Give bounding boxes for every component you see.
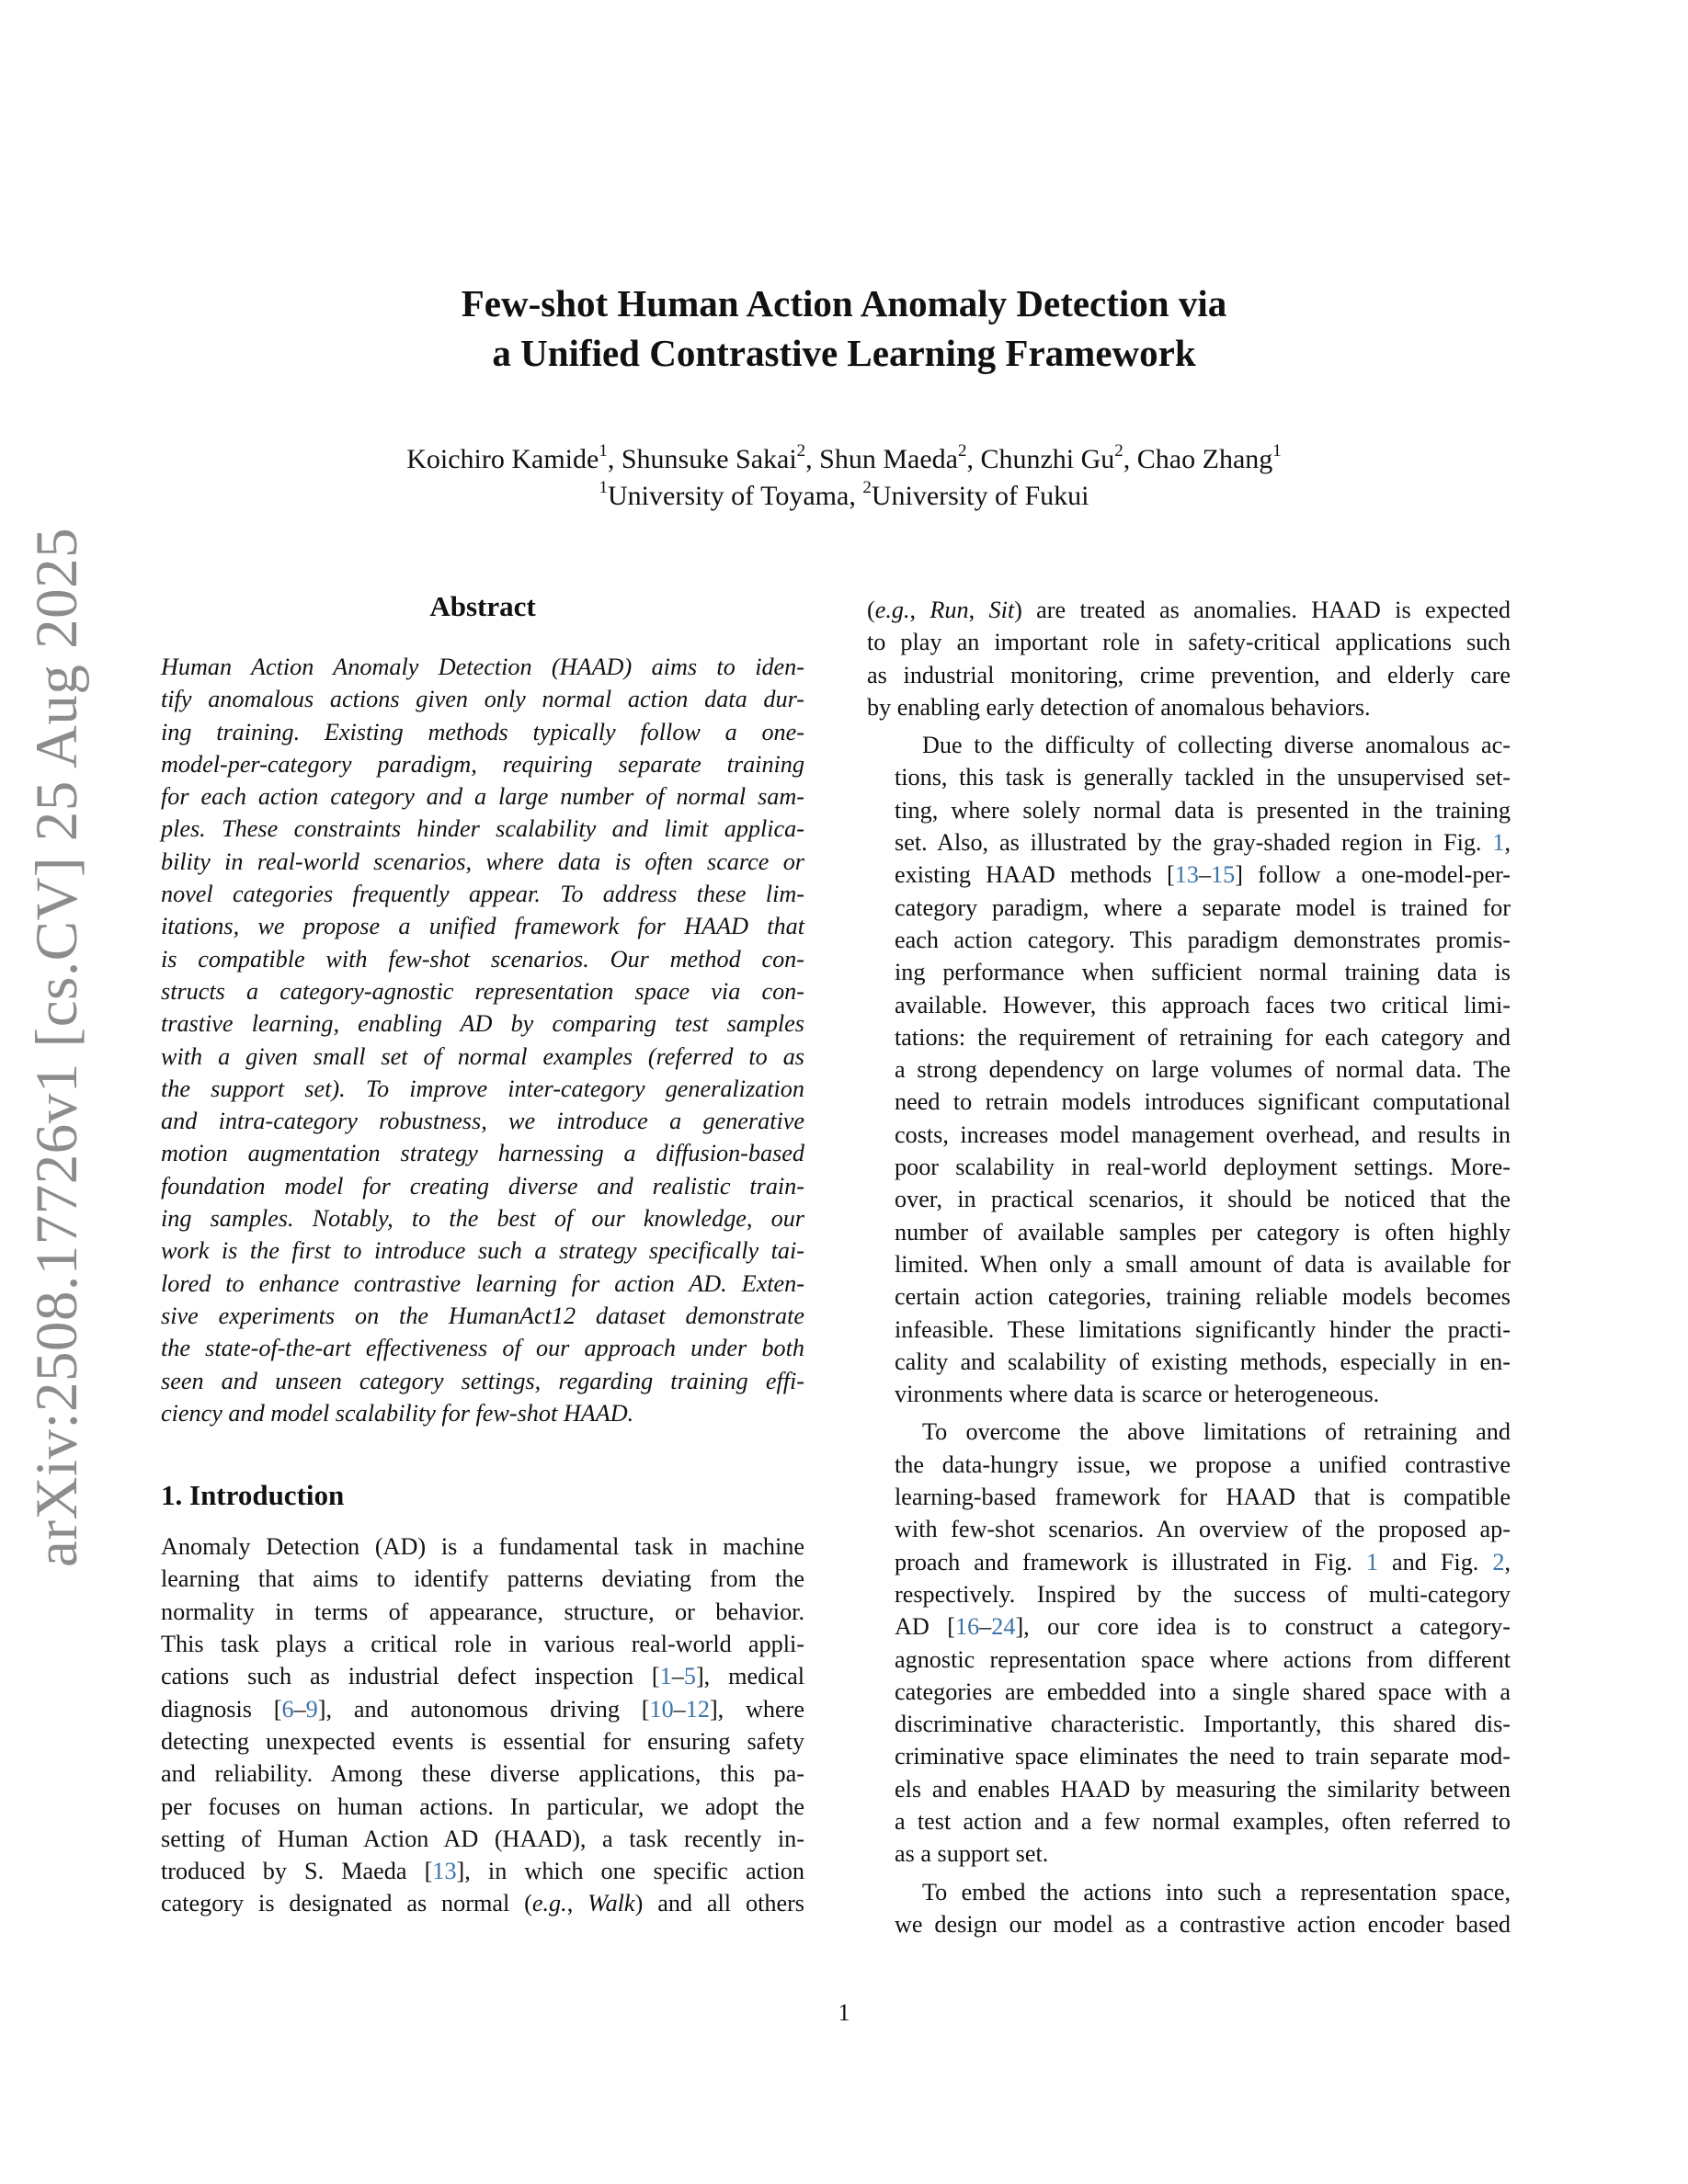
abstract-line: lored to enhance contrastive learning for action AD. Exten- xyxy=(161,1269,804,1297)
text-line: learning-based framework for HAAD that is compatible xyxy=(895,1484,1511,1511)
title-line-1: Few-shot Human Action Anomaly Detection via xyxy=(461,282,1227,324)
abstract-line: motion augmentation strategy harnessing a diffusion-based xyxy=(161,1140,804,1167)
page-number: 1 xyxy=(838,1999,850,2026)
section-heading-introduction: 1. Introduction xyxy=(161,1479,345,1512)
text-line: agnostic representation space where actions from different xyxy=(895,1645,1511,1673)
text-line: number of available samples per category is often highly xyxy=(895,1218,1511,1246)
text-line: ting, where solely normal data is presented in the training xyxy=(895,796,1511,824)
abstract-line: work is the first to introduce such a strategy specifically tai- xyxy=(161,1237,804,1265)
affiliation-marker: 1 xyxy=(1272,441,1282,461)
text-line: available. However, this approach faces two critical limi- xyxy=(895,991,1511,1018)
text-line: normality in terms of appearance, structure, or behavior. xyxy=(161,1598,804,1625)
text-line: limited. When only a small amount of data is available for xyxy=(895,1250,1511,1278)
abstract-text xyxy=(161,651,804,1429)
text-line: set. Also, as illustrated by the gray-shaded region in Fig. 1, xyxy=(895,829,1511,857)
text-line: certain action categories, training reliable models becomes xyxy=(895,1283,1511,1311)
citation-link[interactable]: 1 xyxy=(659,1663,672,1690)
citation-link[interactable]: 13 xyxy=(432,1858,457,1885)
affiliation-marker: 2 xyxy=(796,441,806,461)
text-line: learning that aims to identify patterns deviating from the xyxy=(161,1565,804,1593)
text-line: each action category. This paradigm demonstrates promis- xyxy=(895,926,1511,953)
abstract-heading: Abstract xyxy=(429,590,536,622)
citation-link[interactable]: 16 xyxy=(954,1613,980,1641)
intro-paragraph xyxy=(867,729,1511,1410)
text-line: over, in practical scenarios, it should be noticed that the xyxy=(895,1186,1511,1213)
text-line: by enabling early detection of anomalous behaviors. xyxy=(867,693,1371,721)
text-line: AD [16–24], our core idea is to construct a category- xyxy=(895,1613,1511,1641)
author-block xyxy=(0,441,1688,515)
italic-text: Run xyxy=(930,597,969,623)
text-line: a strong dependency on large volumes of normal data. The xyxy=(895,1056,1511,1084)
author-name: Shunsuke Sakai xyxy=(621,444,797,474)
author-list: Koichiro Kamide$^1$, Shunsuke Sakai$^2$, Shun Maeda$^2$, Chunzhi Gu$^2$, Chao Zhang$^1$ xyxy=(406,441,1282,474)
text-line: the data-hungry issue, we propose a unified contrastive xyxy=(895,1450,1511,1478)
right-column xyxy=(867,594,1511,1940)
text-line: category paradigm, where a separate model is trained for xyxy=(895,893,1511,921)
author-name: Chao Zhang xyxy=(1136,444,1273,474)
author-name: Shun Maeda xyxy=(819,444,958,474)
citation-link[interactable]: 1 xyxy=(1492,829,1505,857)
abstract-line: and intra-category robustness, we introduce a generative xyxy=(161,1108,804,1135)
text-line: to play an important role in safety-critical applications such xyxy=(867,629,1511,656)
intro-paragraph-1 xyxy=(161,1530,804,1920)
author-name: Koichiro Kamide xyxy=(406,444,599,474)
abstract-line: model-per-category paradigm, requiring separate training xyxy=(161,750,804,778)
abstract-line: ples. These constraints hinder scalability and limit applica- xyxy=(161,815,804,843)
affiliation-marker: 2 xyxy=(957,441,967,461)
text-line: This task plays a critical role in various real-world appli- xyxy=(161,1631,804,1658)
abstract-line: novel categories frequently appear. To address these lim- xyxy=(161,881,804,908)
text-line: infeasible. These limitations significantly hinder the practi- xyxy=(895,1315,1511,1343)
text-line: proach and framework is illustrated in Fig. 1 and Fig. 2, xyxy=(895,1548,1511,1575)
text-line: discriminative characteristic. Importantly, this shared dis- xyxy=(895,1711,1511,1738)
text-line: troduced by S. Maeda [13], in which one specific action xyxy=(161,1858,804,1885)
intro-paragraph xyxy=(867,1876,1511,1941)
abstract-line: Human Action Anomaly Detection (HAAD) aims to iden- xyxy=(161,654,804,680)
text-line: respectively. Inspired by the success of multi-category xyxy=(895,1580,1511,1608)
affiliation-name: University of Fukui xyxy=(871,481,1089,511)
text-line: as industrial monitoring, crime prevention, and elderly care xyxy=(867,661,1511,688)
italic-text: Walk xyxy=(587,1890,635,1917)
abstract-line: trastive learning, enabling AD by comparing test samples xyxy=(161,1010,804,1038)
citation-link[interactable]: 1 xyxy=(1365,1548,1379,1575)
abstract-line: ing samples. Notably, to the best of our knowledge, our xyxy=(161,1205,804,1233)
left-column xyxy=(161,588,804,1920)
abstract-line: tify anomalous actions given only normal action data dur- xyxy=(161,686,804,713)
abstract-line: ciency and model scalability for few-shot HAAD. xyxy=(161,1399,634,1427)
affiliation-marker: 2 xyxy=(1114,441,1123,461)
citation-link[interactable]: 6 xyxy=(281,1695,294,1723)
affiliation-name: University of Toyama xyxy=(608,481,850,511)
abstract-line: sive experiments on the HumanAct12 dataset demonstrate xyxy=(161,1302,804,1329)
text-line: Due to the difficulty of collecting diverse anomalous ac- xyxy=(922,732,1511,759)
text-line: categories are embedded into a single shared space with a xyxy=(895,1678,1511,1705)
text-line: cality and scalability of existing methods, especially in en- xyxy=(895,1348,1511,1375)
abstract-line: the state-of-the-art effectiveness of our approach under both xyxy=(161,1335,804,1362)
text-line: per focuses on human actions. In particular, we adopt the xyxy=(161,1792,804,1820)
abstract-line: structs a category-agnostic representation space via con- xyxy=(161,977,804,1005)
text-line: a test action and a few normal examples, often referred to xyxy=(895,1807,1511,1835)
text-line: category is designated as normal (e.g., Walk) and all others xyxy=(161,1890,804,1917)
abstract-line: itations, we propose a unified framework for HAAD that xyxy=(161,913,804,940)
text-line: costs, increases model management overhead, and results in xyxy=(895,1120,1511,1148)
author-name: Chunzhi Gu xyxy=(980,444,1115,474)
abstract-line: foundation model for creating diverse and realistic train- xyxy=(161,1172,804,1200)
abstract-line: seen and unseen category settings, regarding training effi- xyxy=(161,1367,804,1394)
text-line: as a support set. xyxy=(895,1840,1049,1868)
text-line: To embed the actions into such a representation space, xyxy=(922,1878,1511,1905)
abstract-line: bility in real-world scenarios, where data is often scarce or xyxy=(161,847,804,875)
citation-link[interactable]: 12 xyxy=(685,1695,710,1723)
text-line: criminative space eliminates the need to train separate mod- xyxy=(895,1743,1511,1770)
italic-text: e.g. xyxy=(531,1890,567,1917)
text-line: existing HAAD methods [13–15] follow a one-model-per- xyxy=(895,861,1511,889)
text-line: setting of Human Action AD (HAAD), a task recently in- xyxy=(161,1825,804,1852)
text-line: we design our model as a contrastive action encoder based xyxy=(895,1910,1511,1938)
text-line: cations such as industrial defect inspection [1–5], medical xyxy=(161,1663,805,1690)
text-line: To overcome the above limitations of retraining and xyxy=(922,1418,1511,1446)
text-line: need to retrain models introduces significant computational xyxy=(895,1088,1511,1116)
citation-link[interactable]: 10 xyxy=(649,1695,674,1723)
abstract-line: the support set). To improve inter-category generalization xyxy=(161,1075,804,1102)
intro-paragraph xyxy=(867,594,1511,723)
text-line: detecting unexpected events is essential for ensuring safety xyxy=(161,1727,804,1755)
text-line: with few-shot scenarios. An overview of the proposed ap- xyxy=(895,1516,1511,1543)
abstract-line: ing training. Existing methods typically follow a one- xyxy=(161,718,804,745)
text-line: poor scalability in real-world deployment settings. More- xyxy=(895,1154,1511,1181)
text-line: diagnosis [6–9], and autonomous driving [10–12], where xyxy=(161,1695,804,1723)
abstract-line: for each action category and a large number of normal sam- xyxy=(161,783,804,811)
text-line: vironments where data is scarce or heterogeneous. xyxy=(895,1381,1380,1408)
text-line: tions, this task is generally tackled in the unsupervised set- xyxy=(895,764,1511,791)
italic-text: Sit xyxy=(988,597,1015,623)
text-line: (e.g., Run, Sit) are treated as anomalies. HAAD is expected xyxy=(867,597,1511,623)
citation-link[interactable]: 13 xyxy=(1174,861,1199,889)
paper-title xyxy=(0,279,1688,378)
italic-text: e.g. xyxy=(874,597,910,623)
arxiv-stamp: arXiv:2508.17726v1 [cs.CV] 25 Aug 2025 xyxy=(24,527,90,1567)
abstract-line: is compatible with few-shot scenarios. Our method con- xyxy=(161,945,804,973)
affiliation-marker: 1 xyxy=(599,478,609,497)
text-line: tations: the requirement of retraining for each category and xyxy=(895,1023,1511,1051)
intro-paragraph xyxy=(867,1416,1511,1870)
affiliation-list: $^1$University of Toyama, $^2$University of Fukui xyxy=(599,478,1089,511)
text-line: els and enables HAAD by measuring the similarity between xyxy=(895,1775,1511,1803)
citation-link[interactable]: 5 xyxy=(683,1663,696,1690)
text-line: ing performance when sufficient normal training data is xyxy=(895,959,1511,986)
citation-link[interactable]: 24 xyxy=(991,1613,1016,1641)
citation-link[interactable]: 9 xyxy=(305,1695,318,1723)
citation-link[interactable]: 2 xyxy=(1492,1548,1505,1575)
text-line: Anomaly Detection (AD) is a fundamental task in machine xyxy=(161,1533,804,1561)
affiliation-marker: 1 xyxy=(599,441,608,461)
citation-link[interactable]: 15 xyxy=(1211,861,1236,889)
text-line: and reliability. Among these diverse applications, this pa- xyxy=(161,1760,804,1788)
affiliation-marker: 2 xyxy=(862,478,872,497)
abstract-line: with a given small set of normal examples (referred to as xyxy=(161,1042,804,1070)
title-line-2: a Unified Contrastive Learning Framework xyxy=(492,332,1196,374)
